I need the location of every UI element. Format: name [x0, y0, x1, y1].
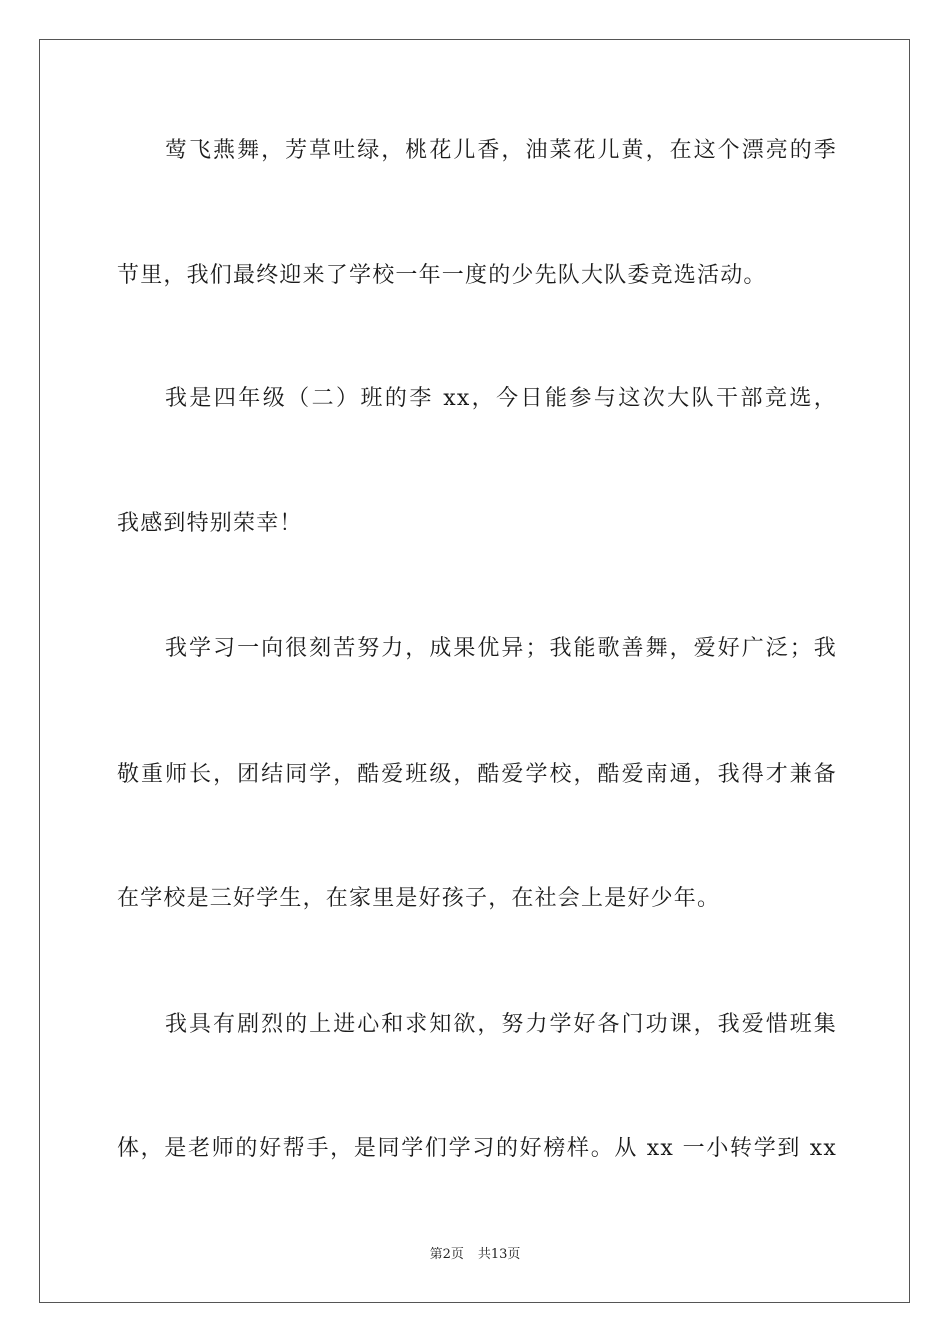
paragraph-3-line-3: 在学校是三好学生，在家里是好孩子，在社会上是好少年。	[117, 886, 721, 911]
paragraph-1-line-1: 莺飞燕舞，芳草吐绿，桃花儿香，油菜花儿黄，在这个漂亮的季	[165, 138, 837, 163]
paragraph-4-line-1: 我具有剧烈的上进心和求知欲，努力学好各门功课，我爱惜班集	[165, 1012, 837, 1037]
paragraph-1-line-2: 节里，我们最终迎来了学校一年一度的少先队大队委竞选活动。	[117, 263, 767, 288]
paragraph-2-line-1: 我是四年级（二）班的李 xx，今日能参与这次大队干部竞选，	[165, 386, 837, 411]
page-border	[39, 39, 910, 1303]
paragraph-3-line-1: 我学习一向很刻苦努力，成果优异；我能歌善舞，爱好广泛；我	[165, 636, 837, 661]
paragraph-4-line-2: 体，是老师的好帮手，是同学们学习的好榜样。从 xx 一小转学到 xx	[117, 1136, 837, 1161]
page-number: 第2页	[429, 1247, 464, 1262]
total-pages: 共13页	[477, 1247, 521, 1262]
paragraph-2-line-2: 我感到特别荣幸！	[117, 511, 303, 536]
paragraph-3-line-2: 敬重师长，团结同学，酷爱班级，酷爱学校，酷爱南通，我得才兼备	[117, 762, 837, 787]
page-footer	[0, 1246, 950, 1264]
